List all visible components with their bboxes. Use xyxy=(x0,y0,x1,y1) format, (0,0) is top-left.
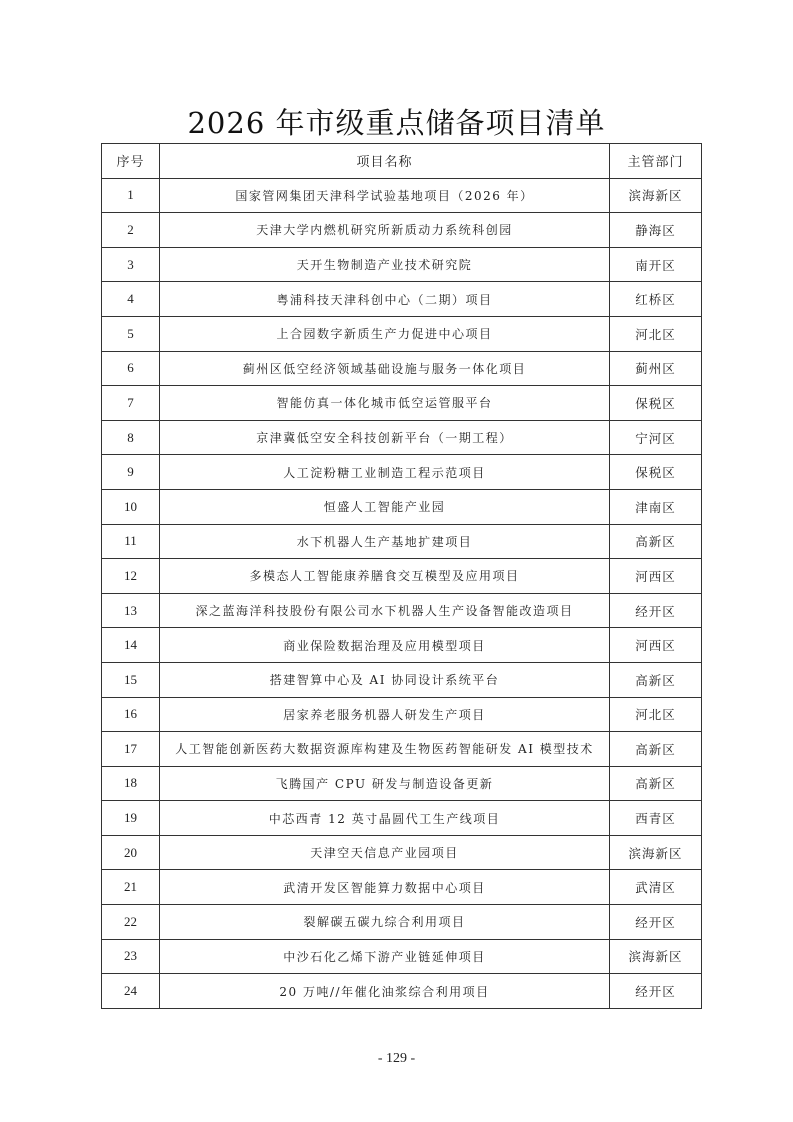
row-project-name: 天津空天信息产业园项目 xyxy=(160,835,610,870)
row-index: 20 xyxy=(102,835,160,870)
table-row xyxy=(102,732,702,767)
row-department: 红桥区 xyxy=(610,282,702,317)
row-index: 7 xyxy=(102,386,160,421)
row-department: 保税区 xyxy=(610,386,702,421)
row-index: 24 xyxy=(102,974,160,1009)
row-project-name: 上合园数字新质生产力促进中心项目 xyxy=(160,316,610,351)
row-index: 11 xyxy=(102,524,160,559)
row-project-name: 水下机器人生产基地扩建项目 xyxy=(160,524,610,559)
row-index: 22 xyxy=(102,905,160,940)
row-project-name: 裂解碳五碳九综合利用项目 xyxy=(160,905,610,940)
row-index: 15 xyxy=(102,662,160,697)
page-number: - 129 - xyxy=(377,1051,416,1066)
table-row xyxy=(102,697,702,732)
row-project-name: 京津冀低空安全科技创新平台（一期工程） xyxy=(160,420,610,455)
table-row xyxy=(102,870,702,905)
table-header-row xyxy=(102,144,702,179)
row-department: 经开区 xyxy=(610,593,702,628)
row-index: 6 xyxy=(102,351,160,386)
table-row xyxy=(102,835,702,870)
row-project-name: 搭建智算中心及 AI 协同设计系统平台 xyxy=(160,662,610,697)
row-index: 19 xyxy=(102,801,160,836)
table-row xyxy=(102,455,702,490)
row-index: 2 xyxy=(102,213,160,248)
table-row xyxy=(102,420,702,455)
row-index: 4 xyxy=(102,282,160,317)
table-row xyxy=(102,905,702,940)
row-index: 9 xyxy=(102,455,160,490)
table-row xyxy=(102,489,702,524)
header-department: 主管部门 xyxy=(610,144,702,179)
row-department: 河西区 xyxy=(610,559,702,594)
row-project-name: 国家管网集团天津科学试验基地项目（2026 年） xyxy=(160,178,610,213)
row-project-name: 中沙石化乙烯下游产业链延伸项目 xyxy=(160,939,610,974)
table-body xyxy=(102,178,702,1008)
table-row xyxy=(102,801,702,836)
row-index: 14 xyxy=(102,628,160,663)
table-row xyxy=(102,766,702,801)
row-department: 高新区 xyxy=(610,732,702,767)
table-row xyxy=(102,213,702,248)
table-row xyxy=(102,386,702,421)
row-project-name: 居家养老服务机器人研发生产项目 xyxy=(160,697,610,732)
row-department: 滨海新区 xyxy=(610,835,702,870)
header-project-name: 项目名称 xyxy=(160,144,610,179)
row-index: 1 xyxy=(102,178,160,213)
row-department: 高新区 xyxy=(610,766,702,801)
row-project-name: 商业保险数据治理及应用模型项目 xyxy=(160,628,610,663)
row-project-name: 人工智能创新医药大数据资源库构建及生物医药智能研发 AI 模型技术 xyxy=(160,732,610,767)
row-index: 18 xyxy=(102,766,160,801)
row-project-name: 武清开发区智能算力数据中心项目 xyxy=(160,870,610,905)
row-project-name: 天开生物制造产业技术研究院 xyxy=(160,247,610,282)
row-department: 经开区 xyxy=(610,974,702,1009)
page-title: 2026 年市级重点储备项目清单 xyxy=(187,106,606,140)
row-index: 21 xyxy=(102,870,160,905)
row-project-name: 恒盛人工智能产业园 xyxy=(160,489,610,524)
table-row xyxy=(102,974,702,1009)
row-index: 10 xyxy=(102,489,160,524)
table-row xyxy=(102,524,702,559)
row-index: 3 xyxy=(102,247,160,282)
row-project-name: 蓟州区低空经济领域基础设施与服务一体化项目 xyxy=(160,351,610,386)
row-project-name: 粤浦科技天津科创中心（二期）项目 xyxy=(160,282,610,317)
row-project-name: 智能仿真一体化城市低空运管服平台 xyxy=(160,386,610,421)
table-row xyxy=(102,351,702,386)
row-department: 武清区 xyxy=(610,870,702,905)
row-department: 高新区 xyxy=(610,662,702,697)
row-department: 蓟州区 xyxy=(610,351,702,386)
row-department: 河北区 xyxy=(610,316,702,351)
row-project-name: 飞腾国产 CPU 研发与制造设备更新 xyxy=(160,766,610,801)
row-project-name: 中芯西青 12 英寸晶圆代工生产线项目 xyxy=(160,801,610,836)
row-project-name: 天津大学内燃机研究所新质动力系统科创园 xyxy=(160,213,610,248)
row-project-name: 多模态人工智能康养膳食交互模型及应用项目 xyxy=(160,559,610,594)
table-row xyxy=(102,593,702,628)
row-index: 16 xyxy=(102,697,160,732)
row-department: 津南区 xyxy=(610,489,702,524)
row-department: 河北区 xyxy=(610,697,702,732)
table-row xyxy=(102,628,702,663)
row-index: 5 xyxy=(102,316,160,351)
table-row xyxy=(102,559,702,594)
row-department: 宁河区 xyxy=(610,420,702,455)
row-department: 静海区 xyxy=(610,213,702,248)
table-row xyxy=(102,178,702,213)
row-index: 23 xyxy=(102,939,160,974)
row-department: 高新区 xyxy=(610,524,702,559)
row-department: 滨海新区 xyxy=(610,178,702,213)
row-project-name: 深之蓝海洋科技股份有限公司水下机器人生产设备智能改造项目 xyxy=(160,593,610,628)
table-row xyxy=(102,247,702,282)
table-row xyxy=(102,939,702,974)
table-row xyxy=(102,282,702,317)
row-index: 8 xyxy=(102,420,160,455)
row-index: 12 xyxy=(102,559,160,594)
header-index: 序号 xyxy=(102,144,160,179)
row-index: 13 xyxy=(102,593,160,628)
row-project-name: 20 万吨//年催化油浆综合利用项目 xyxy=(160,974,610,1009)
row-department: 经开区 xyxy=(610,905,702,940)
project-table xyxy=(101,143,702,1009)
row-department: 南开区 xyxy=(610,247,702,282)
table-row xyxy=(102,662,702,697)
row-department: 河西区 xyxy=(610,628,702,663)
row-department: 保税区 xyxy=(610,455,702,490)
table-row xyxy=(102,316,702,351)
row-department: 西青区 xyxy=(610,801,702,836)
row-department: 滨海新区 xyxy=(610,939,702,974)
row-project-name: 人工淀粉糖工业制造工程示范项目 xyxy=(160,455,610,490)
row-index: 17 xyxy=(102,732,160,767)
